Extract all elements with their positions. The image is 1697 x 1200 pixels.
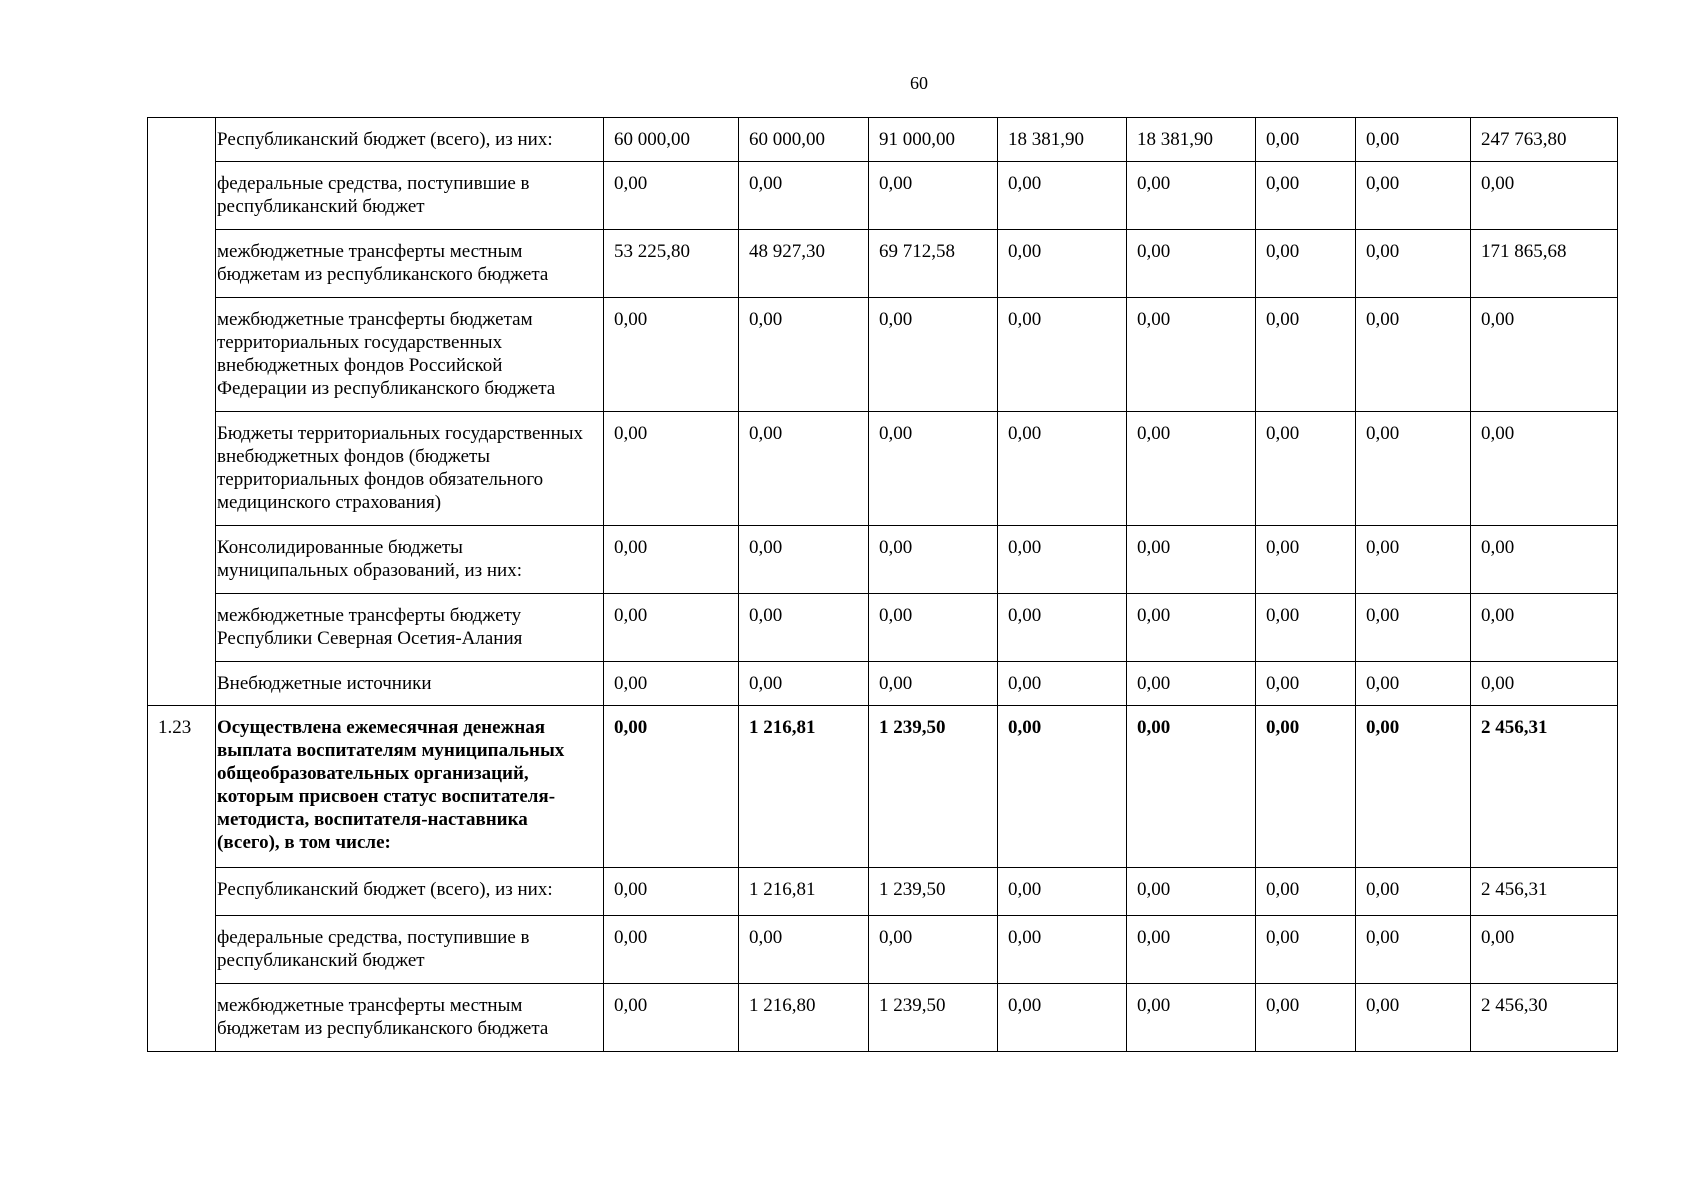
value-cell: 0,00	[739, 916, 869, 984]
value-cell: 0,00	[998, 230, 1127, 298]
row-label: Бюджеты территориальных государственных внебюджетных фондов (бюджеты территориальных фондов обязательного медицинского страхования)	[216, 412, 604, 526]
row-label: Республиканский бюджет (всего), из них:	[216, 118, 604, 162]
row-label: межбюджетные трансферты бюджетам территориальных государственных внебюджетных фондов Российской Федерации из республиканского бюджета	[216, 298, 604, 412]
value-cell: 0,00	[869, 412, 998, 526]
value-cell: 0,00	[1356, 298, 1471, 412]
value-cell: 0,00	[998, 594, 1127, 662]
table-row	[148, 916, 1618, 984]
value-cell: 0,00	[998, 706, 1127, 868]
value-cell: 1 216,81	[739, 868, 869, 916]
row-index: 1.23	[148, 706, 216, 1052]
table-row	[148, 984, 1618, 1052]
value-cell: 0,00	[1356, 162, 1471, 230]
row-label: Консолидированные бюджеты муниципальных образований, из них:	[216, 526, 604, 594]
value-cell: 53 225,80	[604, 230, 739, 298]
value-cell: 60 000,00	[739, 118, 869, 162]
table-body	[148, 118, 1618, 1052]
value-cell: 0,00	[1256, 594, 1356, 662]
value-cell: 0,00	[1127, 162, 1256, 230]
value-cell: 0,00	[869, 298, 998, 412]
value-cell: 0,00	[1356, 526, 1471, 594]
value-cell: 0,00	[604, 594, 739, 662]
value-cell: 0,00	[1127, 706, 1256, 868]
value-cell: 0,00	[1356, 984, 1471, 1052]
value-cell: 0,00	[869, 526, 998, 594]
value-cell: 0,00	[604, 298, 739, 412]
value-cell: 1 239,50	[869, 984, 998, 1052]
value-cell: 0,00	[869, 594, 998, 662]
value-cell: 2 456,30	[1471, 984, 1618, 1052]
value-cell: 0,00	[604, 162, 739, 230]
value-cell: 0,00	[1471, 162, 1618, 230]
value-cell: 0,00	[1256, 868, 1356, 916]
value-cell: 0,00	[739, 526, 869, 594]
value-cell: 0,00	[1471, 662, 1618, 706]
budget-table	[147, 117, 1618, 1052]
value-cell: 0,00	[1127, 230, 1256, 298]
value-cell: 0,00	[998, 916, 1127, 984]
value-cell: 0,00	[1471, 412, 1618, 526]
value-cell: 0,00	[998, 298, 1127, 412]
value-cell: 0,00	[1127, 916, 1256, 984]
value-cell: 48 927,30	[739, 230, 869, 298]
table-row	[148, 118, 1618, 162]
value-cell: 0,00	[998, 412, 1127, 526]
value-cell: 0,00	[1256, 118, 1356, 162]
row-label: межбюджетные трансферты местным бюджетам из республиканского бюджета	[216, 984, 604, 1052]
value-cell: 0,00	[739, 662, 869, 706]
value-cell: 1 239,50	[869, 868, 998, 916]
value-cell: 0,00	[1127, 526, 1256, 594]
value-cell: 0,00	[1256, 230, 1356, 298]
value-cell: 0,00	[998, 662, 1127, 706]
value-cell: 0,00	[1256, 526, 1356, 594]
value-cell: 1 216,81	[739, 706, 869, 868]
value-cell: 0,00	[739, 162, 869, 230]
value-cell: 69 712,58	[869, 230, 998, 298]
row-label: Осуществлена ежемесячная денежная выплата воспитателям муниципальных общеобразовательных организаций, которым присвоен статус воспитателя-методиста, воспитателя-наставника (всего), в том числе:	[216, 706, 604, 868]
value-cell: 0,00	[869, 162, 998, 230]
value-cell: 0,00	[739, 594, 869, 662]
table-row	[148, 412, 1618, 526]
table-row	[148, 868, 1618, 916]
value-cell: 0,00	[604, 412, 739, 526]
value-cell: 91 000,00	[869, 118, 998, 162]
value-cell: 0,00	[998, 868, 1127, 916]
value-cell: 0,00	[1256, 916, 1356, 984]
row-label: межбюджетные трансферты местным бюджетам из республиканского бюджета	[216, 230, 604, 298]
value-cell: 0,00	[1127, 984, 1256, 1052]
value-cell: 18 381,90	[998, 118, 1127, 162]
value-cell: 0,00	[1356, 594, 1471, 662]
value-cell: 0,00	[604, 662, 739, 706]
value-cell: 0,00	[1471, 298, 1618, 412]
value-cell: 0,00	[1356, 916, 1471, 984]
value-cell: 0,00	[1256, 706, 1356, 868]
value-cell: 0,00	[1127, 868, 1256, 916]
value-cell: 18 381,90	[1127, 118, 1256, 162]
value-cell: 0,00	[1356, 230, 1471, 298]
table-row	[148, 298, 1618, 412]
table-row	[148, 230, 1618, 298]
row-label: Республиканский бюджет (всего), из них:	[216, 868, 604, 916]
value-cell: 0,00	[1356, 706, 1471, 868]
value-cell: 0,00	[739, 298, 869, 412]
value-cell: 0,00	[604, 916, 739, 984]
value-cell: 0,00	[998, 984, 1127, 1052]
value-cell: 0,00	[1256, 984, 1356, 1052]
value-cell: 0,00	[1356, 118, 1471, 162]
row-index	[148, 118, 216, 706]
table-row	[148, 594, 1618, 662]
value-cell: 0,00	[1356, 662, 1471, 706]
table-row	[148, 662, 1618, 706]
value-cell: 1 216,80	[739, 984, 869, 1052]
value-cell: 1 239,50	[869, 706, 998, 868]
row-label: федеральные средства, поступившие в республиканский бюджет	[216, 162, 604, 230]
value-cell: 0,00	[604, 706, 739, 868]
value-cell: 0,00	[869, 916, 998, 984]
value-cell: 247 763,80	[1471, 118, 1618, 162]
value-cell: 0,00	[1471, 594, 1618, 662]
value-cell: 0,00	[739, 412, 869, 526]
row-label: межбюджетные трансферты бюджету Республики Северная Осетия-Алания	[216, 594, 604, 662]
value-cell: 0,00	[1256, 162, 1356, 230]
value-cell: 0,00	[1256, 412, 1356, 526]
value-cell: 0,00	[1471, 916, 1618, 984]
page-number: 60	[910, 73, 928, 93]
value-cell: 0,00	[998, 162, 1127, 230]
value-cell: 2 456,31	[1471, 706, 1618, 868]
value-cell: 0,00	[604, 868, 739, 916]
value-cell: 0,00	[604, 984, 739, 1052]
value-cell: 0,00	[998, 526, 1127, 594]
value-cell: 0,00	[1356, 868, 1471, 916]
value-cell: 0,00	[1256, 662, 1356, 706]
value-cell: 0,00	[869, 662, 998, 706]
value-cell: 60 000,00	[604, 118, 739, 162]
row-label: Внебюджетные источники	[216, 662, 604, 706]
value-cell: 171 865,68	[1471, 230, 1618, 298]
table-row	[148, 706, 1618, 868]
value-cell: 0,00	[604, 526, 739, 594]
value-cell: 0,00	[1127, 298, 1256, 412]
value-cell: 0,00	[1127, 662, 1256, 706]
table-row	[148, 526, 1618, 594]
value-cell: 0,00	[1127, 412, 1256, 526]
value-cell: 0,00	[1356, 412, 1471, 526]
value-cell: 0,00	[1256, 298, 1356, 412]
table-row	[148, 162, 1618, 230]
value-cell: 0,00	[1127, 594, 1256, 662]
value-cell: 2 456,31	[1471, 868, 1618, 916]
row-label: федеральные средства, поступившие в республиканский бюджет	[216, 916, 604, 984]
value-cell: 0,00	[1471, 526, 1618, 594]
